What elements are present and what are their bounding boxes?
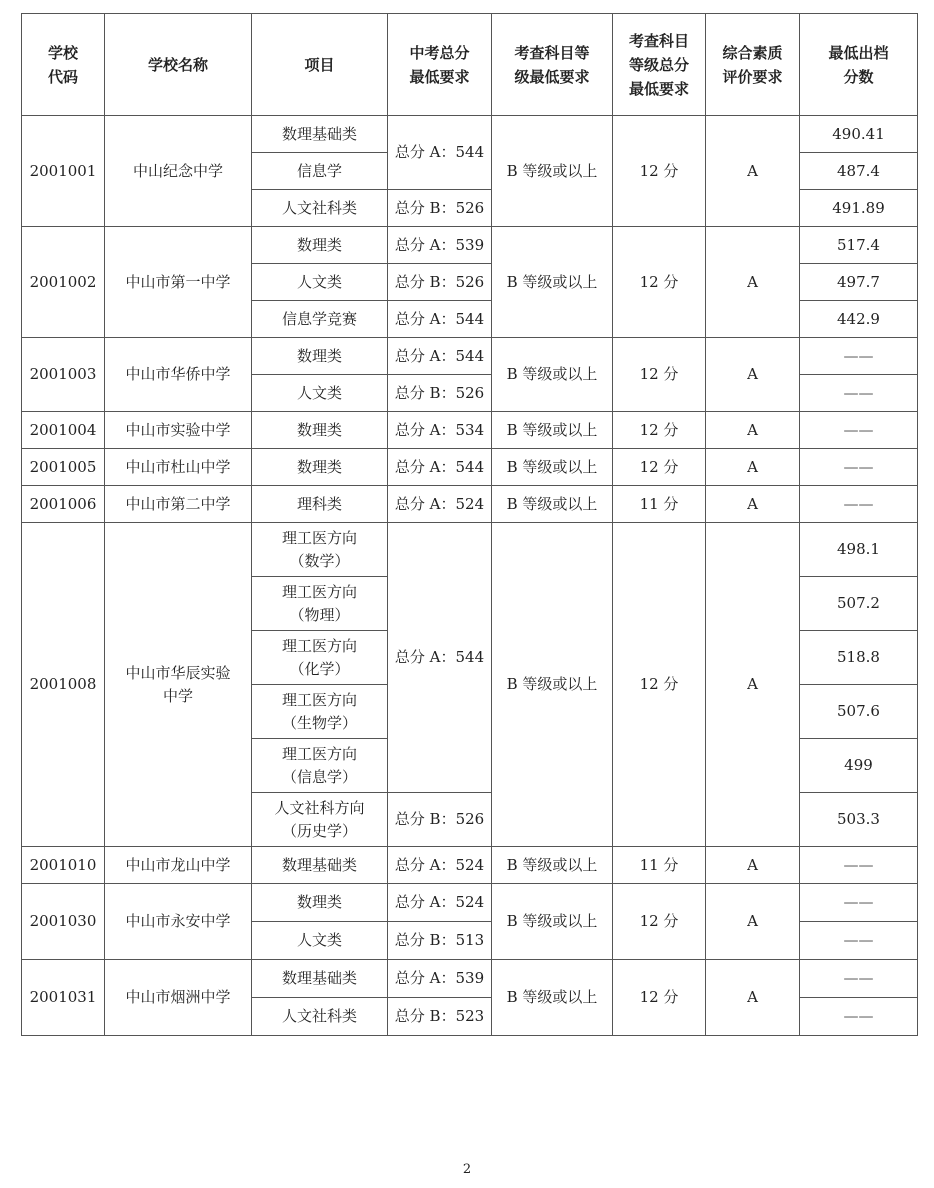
school-code: 2001004 [22, 412, 105, 449]
total-requirement: 总分 B：526 [388, 793, 492, 847]
total-requirement: 总分 B：526 [388, 190, 492, 227]
total-requirement: 总分 A：544 [388, 338, 492, 375]
school-code: 2001030 [22, 884, 105, 960]
min-score: 487.4 [800, 153, 918, 190]
grade-requirement: B 等级或以上 [492, 847, 613, 884]
school-code: 2001003 [22, 338, 105, 412]
table-row [22, 847, 918, 884]
min-score: 499 [800, 739, 918, 793]
item-cell: 数理基础类 [252, 847, 388, 884]
min-score: 498.1 [800, 523, 918, 577]
item-cell: 人文类 [252, 922, 388, 960]
table-row [22, 116, 918, 153]
school-code: 2001002 [22, 227, 105, 338]
min-score: 503.3 [800, 793, 918, 847]
item-cell: 数理类 [252, 338, 388, 375]
school-code: 2001031 [22, 960, 105, 1036]
header-grade-total: 考查科目 等级总分 最低要求 [613, 14, 706, 116]
table-row [22, 227, 918, 264]
quality-requirement: A [706, 523, 800, 847]
item-cell: 信息学竞赛 [252, 301, 388, 338]
page-number: 2 [462, 1162, 472, 1177]
min-score: 490.41 [800, 116, 918, 153]
grade-requirement: B 等级或以上 [492, 960, 613, 1036]
grade-total: 12 分 [613, 884, 706, 960]
table-row [22, 523, 918, 577]
min-score: —— [800, 338, 918, 375]
header-quality: 综合素质 评价要求 [706, 14, 800, 116]
item-cell: 数理类 [252, 449, 388, 486]
table-row [22, 338, 918, 375]
total-requirement: 总分 A：539 [388, 227, 492, 264]
min-score: —— [800, 847, 918, 884]
header-grade: 考查科目等 级最低要求 [492, 14, 613, 116]
school-name: 中山市龙山中学 [105, 847, 252, 884]
quality-requirement: A [706, 116, 800, 227]
grade-requirement: B 等级或以上 [492, 449, 613, 486]
item-cell: 数理类 [252, 227, 388, 264]
item-cell: 人文社科方向 （历史学） [252, 793, 388, 847]
school-name: 中山市第二中学 [105, 486, 252, 523]
school-name: 中山市第一中学 [105, 227, 252, 338]
header-code: 学校 代码 [22, 14, 105, 116]
grade-requirement: B 等级或以上 [492, 412, 613, 449]
item-cell: 数理基础类 [252, 960, 388, 998]
school-name: 中山市永安中学 [105, 884, 252, 960]
table-row [22, 884, 918, 922]
item-cell: 人文类 [252, 375, 388, 412]
grade-requirement: B 等级或以上 [492, 486, 613, 523]
school-name: 中山市烟洲中学 [105, 960, 252, 1036]
item-cell: 人文社科类 [252, 190, 388, 227]
min-score: 517.4 [800, 227, 918, 264]
quality-requirement: A [706, 449, 800, 486]
min-score: 442.9 [800, 301, 918, 338]
total-requirement: 总分 B：526 [388, 264, 492, 301]
total-requirement: 总分 B：513 [388, 922, 492, 960]
min-score: —— [800, 884, 918, 922]
item-cell: 理工医方向 （信息学） [252, 739, 388, 793]
min-score: 518.8 [800, 631, 918, 685]
total-requirement: 总分 B：526 [388, 375, 492, 412]
header-name: 学校名称 [105, 14, 252, 116]
quality-requirement: A [706, 884, 800, 960]
total-requirement: 总分 A：544 [388, 449, 492, 486]
school-name: 中山纪念中学 [105, 116, 252, 227]
min-score: 497.7 [800, 264, 918, 301]
grade-requirement: B 等级或以上 [492, 523, 613, 847]
item-cell: 理工医方向 （化学） [252, 631, 388, 685]
header-min-score: 最低出档 分数 [800, 14, 918, 116]
quality-requirement: A [706, 486, 800, 523]
header-total: 中考总分 最低要求 [388, 14, 492, 116]
min-score: 507.6 [800, 685, 918, 739]
min-score: 507.2 [800, 577, 918, 631]
header-row [22, 14, 918, 116]
school-name: 中山市杜山中学 [105, 449, 252, 486]
item-cell: 理工医方向 （数学） [252, 523, 388, 577]
min-score: 491.89 [800, 190, 918, 227]
min-score: —— [800, 412, 918, 449]
grade-total: 12 分 [613, 449, 706, 486]
item-cell: 人文类 [252, 264, 388, 301]
grade-total: 11 分 [613, 486, 706, 523]
total-requirement: 总分 A：524 [388, 847, 492, 884]
school-name: 中山市华辰实验 中学 [105, 523, 252, 847]
school-code: 2001001 [22, 116, 105, 227]
grade-requirement: B 等级或以上 [492, 338, 613, 412]
total-requirement: 总分 A：544 [388, 523, 492, 793]
table-row [22, 486, 918, 523]
grade-requirement: B 等级或以上 [492, 884, 613, 960]
total-requirement: 总分 A：534 [388, 412, 492, 449]
total-requirement: 总分 A：539 [388, 960, 492, 998]
table-row [22, 449, 918, 486]
school-name: 中山市实验中学 [105, 412, 252, 449]
quality-requirement: A [706, 227, 800, 338]
item-cell: 数理基础类 [252, 116, 388, 153]
school-code: 2001010 [22, 847, 105, 884]
quality-requirement: A [706, 412, 800, 449]
grade-total: 12 分 [613, 338, 706, 412]
min-score: —— [800, 486, 918, 523]
item-cell: 人文社科类 [252, 998, 388, 1036]
table-row [22, 960, 918, 998]
grade-total: 11 分 [613, 847, 706, 884]
min-score: —— [800, 449, 918, 486]
school-code: 2001006 [22, 486, 105, 523]
quality-requirement: A [706, 338, 800, 412]
min-score: —— [800, 998, 918, 1036]
admission-table [21, 13, 918, 1036]
min-score: —— [800, 375, 918, 412]
quality-requirement: A [706, 960, 800, 1036]
grade-total: 12 分 [613, 960, 706, 1036]
quality-requirement: A [706, 847, 800, 884]
total-requirement: 总分 A：524 [388, 884, 492, 922]
table-row [22, 412, 918, 449]
total-requirement: 总分 A：544 [388, 116, 492, 190]
item-cell: 理工医方向 （生物学） [252, 685, 388, 739]
total-requirement: 总分 A：524 [388, 486, 492, 523]
min-score: —— [800, 922, 918, 960]
item-cell: 理工医方向 （物理） [252, 577, 388, 631]
school-code: 2001005 [22, 449, 105, 486]
grade-total: 12 分 [613, 523, 706, 847]
min-score: —— [800, 960, 918, 998]
grade-requirement: B 等级或以上 [492, 227, 613, 338]
item-cell: 理科类 [252, 486, 388, 523]
grade-total: 12 分 [613, 116, 706, 227]
grade-requirement: B 等级或以上 [492, 116, 613, 227]
item-cell: 数理类 [252, 412, 388, 449]
grade-total: 12 分 [613, 227, 706, 338]
item-cell: 数理类 [252, 884, 388, 922]
total-requirement: 总分 B：523 [388, 998, 492, 1036]
school-code: 2001008 [22, 523, 105, 847]
total-requirement: 总分 A：544 [388, 301, 492, 338]
school-name: 中山市华侨中学 [105, 338, 252, 412]
header-item: 项目 [252, 14, 388, 116]
item-cell: 信息学 [252, 153, 388, 190]
grade-total: 12 分 [613, 412, 706, 449]
